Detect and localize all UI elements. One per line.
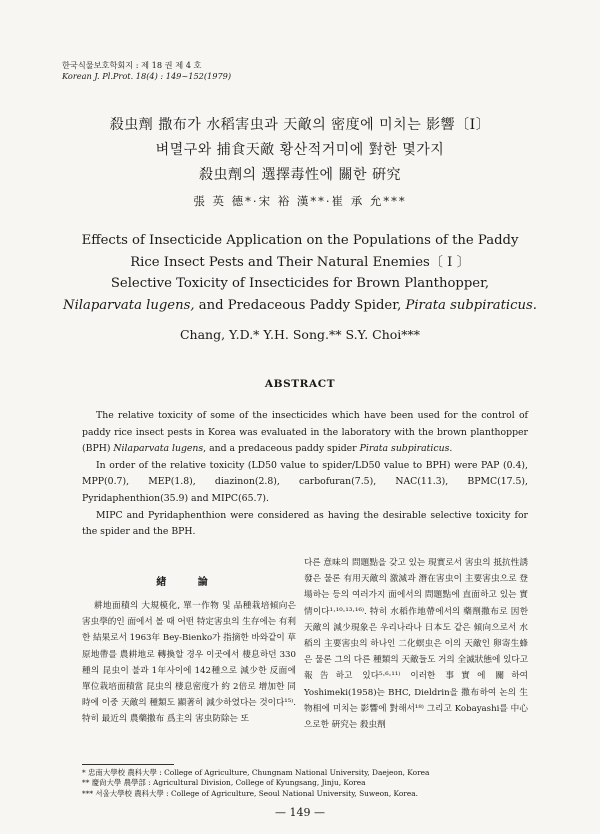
korean-title-line: 벼멸구와 捕食天敵 황산적거미에 對한 몇가지 bbox=[155, 142, 445, 158]
korean-title bbox=[40, 113, 560, 188]
page-number: — 149 — bbox=[275, 806, 325, 819]
species-name: Pirata subpiraticus. bbox=[359, 443, 453, 455]
journal-header-korean: 한국식물보호학회지 : 제 18 권 제 4 호 bbox=[62, 60, 202, 70]
body-column-left bbox=[82, 598, 296, 728]
footnote: *** 서울大學校 農科大學 : College of Agriculture, Seoul National University, Suweon, Korea. bbox=[82, 788, 418, 798]
body-paragraph: 耕地面積의 大規模化, 單一作物 및 品種栽培傾向은 害虫學的인 面에서 볼 때 어떤 特定害虫의 生存에는 有利한 結果로서 1963年 Bey-Bienko가 指摘한 바와같이 草原地帶를 農耕地로 轉換할 경우 이곳에서 棲息하던 330種의 昆虫이 불과 1年사이에 142種으로 減少한 反面에 單位栽培面積當 昆虫의 棲息密度가 約 2倍로 增加한 同時에 이중 天敵의 種類도 顯著히 減少하였다는 것이다¹⁵⁾. 特히 最近의 農藥撒布 爲主의 害虫防除는 또 bbox=[82, 601, 296, 725]
footnote: * 忠南大學校 農科大學 : College of Agriculture, Chungnam National University, Daejeon, Korea bbox=[82, 768, 430, 777]
footnote: ** 慶尙大學 農學部 : Agricultural Division, College of Kyungsang, Jinju, Korea bbox=[82, 778, 366, 788]
species-name: Pirata subpiraticus. bbox=[405, 297, 537, 313]
section-heading: 緖 論 bbox=[156, 577, 222, 588]
korean-authors: 張 英 德*·宋 裕 漢**·崔 承 允*** bbox=[193, 194, 407, 208]
abstract-paragraph: In order of the relative toxicity (LD50 value to spider/LD50 value to BPH) were PAP (0.4), MPP(0.7), MEP(1.8), diazinon(2.8), carbofuran(7.5), NAC(11.3), BPMC(17.5), Pyridaphenthion(35.9) and MIPC(65.7). bbox=[82, 459, 528, 504]
species-name: Nilaparvata lugens, bbox=[63, 297, 195, 313]
korean-title-line: 殺虫劑 撒布가 水稻害虫과 天敵의 密度에 미치는 影響〔I〕 bbox=[109, 117, 491, 133]
abstract-text: , and a predaceous paddy spider bbox=[203, 443, 360, 455]
korean-title-line: 殺虫劑의 選擇毒性에 關한 硏究 bbox=[199, 167, 401, 183]
species-name: Nilaparvata lugens bbox=[113, 443, 204, 455]
english-title-line bbox=[40, 295, 560, 317]
journal-header-english: Korean J. Pl.Prot. 18(4) : 149~152(1979) bbox=[62, 71, 232, 81]
footnotes bbox=[82, 768, 532, 799]
english-title bbox=[40, 230, 560, 316]
english-title-line: Effects of Insecticide Application on the Populations of the Paddy bbox=[81, 233, 519, 248]
footnote-divider bbox=[82, 764, 174, 765]
abstract-text: The relative toxicity of some of the insecticides which have been used for the control of paddy rice insect pests in Korea was evaluated in the laboratory with the brown planthopper (BPH) bbox=[82, 410, 528, 455]
abstract-paragraph: MIPC and Pyridaphenthion were considered as having the desirable selective toxicity for the spider and the BPH. bbox=[82, 509, 528, 538]
abstract-paragraph bbox=[82, 408, 528, 458]
body-paragraph: 다른 意味의 問題點을 갖고 있는 現實로서 害虫의 抵抗性誘發은 물론 有用天敵의 激減과 潛在害虫이 主要害虫으로 登場하는 등의 여러가지 面에서의 問題點에 直面하고 있는 實情이다¹·¹⁰·¹³·¹⁶⁾. 特히 水稻作地帶에서의 藥劑撒布로 因한 天敵의 減少現象은 우리나라나 日本도 같은 傾向으로서 水稻의 主要害虫의 하나인 二化螟虫은 이의 天敵인 卵寄生蜂은 물론 그의 다른 種類의 天敵들도 거의 全滅狀態에 있다고 報告하고 있다⁵·⁶·¹¹⁾ 이러한 事實에 關하여 Yoshimeki(1958)는 BHC, Dieldrin을 撒布하여 논의 生物相에 미치는 影響에 對해서¹⁸⁾ 그리고 Kobayashi를 中心으로한 硏究는 殺虫劑 bbox=[304, 558, 528, 731]
title-text: and Predaceous Paddy Spider, bbox=[194, 297, 406, 313]
english-title-line: Rice Insect Pests and Their Natural Enemies〔 I 〕 bbox=[130, 254, 470, 270]
english-authors: Chang, Y.D.* Y.H. Song.** S.Y. Choi*** bbox=[179, 327, 421, 342]
english-title-line: Selective Toxicity of Insecticides for Brown Planthopper, bbox=[110, 276, 490, 291]
body-column-right bbox=[304, 555, 528, 733]
abstract-heading: ABSTRACT bbox=[264, 378, 336, 390]
journal-header bbox=[62, 60, 231, 82]
abstract-body bbox=[82, 408, 528, 541]
